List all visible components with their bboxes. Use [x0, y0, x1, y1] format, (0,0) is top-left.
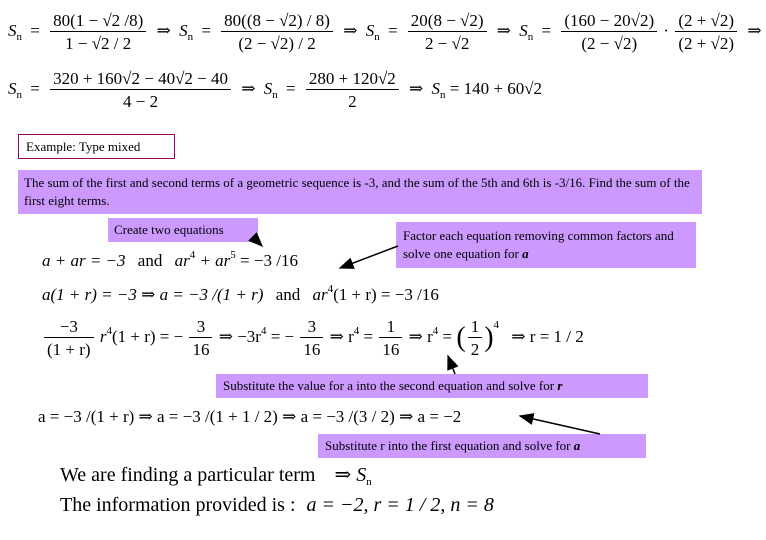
equation-3-part: ⇒ r	[329, 326, 354, 346]
denominator: (2 − √2) / 2	[238, 34, 316, 53]
arrow-substitute-a	[448, 356, 455, 374]
sn-subscript: n	[366, 476, 372, 488]
arrow-create	[256, 240, 262, 246]
sn-result: = 140 + 60√2	[449, 78, 543, 98]
callout-substitute-r-variable: a	[573, 438, 581, 453]
implies: ⇒	[409, 78, 424, 98]
implies: ⇒	[241, 78, 256, 98]
term-plus-ar: + ar	[195, 251, 231, 270]
sn-symbol: S	[356, 464, 367, 486]
finding-text: We are finding a particular term	[60, 464, 316, 486]
sn-subscript: n	[16, 88, 22, 101]
equals: =	[201, 20, 211, 40]
sn-subscript: n	[440, 88, 446, 101]
right-paren: )	[484, 322, 494, 353]
denominator: (2 − √2)	[581, 34, 638, 53]
numerator: 1	[468, 318, 483, 338]
info-text: The information provided is :	[60, 494, 296, 516]
equals: =	[30, 78, 40, 98]
sn-symbol: S	[263, 78, 273, 98]
equation-1-right-end: = −3 /16	[235, 251, 298, 270]
example-label: Example: Type mixed	[18, 134, 175, 159]
info-values: a = −2, r = 1 / 2, n = 8	[306, 494, 494, 516]
exponent: 4	[189, 249, 196, 261]
callout-substitute-a-text: Substitute the value for a into the second equation and solve for	[223, 378, 558, 393]
equation-3-part: =	[442, 326, 453, 346]
and-word: and	[275, 285, 301, 304]
term-ar: ar	[312, 285, 328, 304]
denominator: 2 − √2	[424, 34, 470, 53]
callout-substitute-a-variable: r	[557, 378, 563, 393]
exponent: 5	[230, 249, 236, 261]
sn-subscript: n	[527, 30, 534, 43]
exponent: 4	[353, 324, 360, 337]
problem-statement: The sum of the first and second terms of a geometric sequence is -3, and the sum of the 5th and 6th is -3/16. Find the sum of the first eight terms.	[18, 170, 702, 214]
exponent: 4	[106, 324, 112, 337]
callout-substitute-r-text: Substitute r into the first equation and solve for	[325, 438, 574, 453]
numerator: −3	[44, 318, 94, 338]
sn-symbol: S	[431, 78, 441, 98]
numerator: 320 + 160√2 − 40√2 − 40	[50, 70, 231, 90]
exponent: 4	[432, 324, 439, 337]
implies: ⇒	[334, 464, 352, 486]
equation-3-part: (1 + r) = −	[111, 326, 184, 346]
equation-3-part: ⇒ −3r	[218, 326, 261, 346]
denominator: 2	[470, 340, 480, 359]
equation-3-part: ⇒ r	[408, 326, 433, 346]
exponent: 4	[493, 318, 500, 331]
sn-subscript: n	[374, 30, 380, 43]
implies: ⇒	[343, 20, 358, 40]
equals: =	[387, 20, 398, 40]
sn-subscript: n	[16, 30, 22, 43]
implies: ⇒	[156, 20, 171, 40]
denominator: (2 + √2)	[678, 34, 735, 53]
equation-2-left: a(1 + r) = −3 ⇒ a = −3 /(1 + r)	[42, 285, 264, 304]
numerator: 80(1 − √2 /8)	[50, 12, 146, 32]
sn-symbol: S	[8, 78, 17, 98]
term-ar: ar	[174, 251, 190, 270]
exponent: 4	[260, 324, 267, 337]
exponent: 4	[327, 283, 334, 295]
sn-symbol: S	[8, 20, 17, 40]
numerator: 1	[379, 318, 402, 338]
callout-factor-variable: a	[522, 246, 529, 261]
sn-symbol: S	[519, 20, 528, 40]
equation-2-right-end: (1 + r) = −3 /16	[333, 285, 439, 304]
denominator: 16	[192, 340, 210, 359]
numerator: (2 + √2)	[675, 12, 737, 32]
implies: ⇒	[496, 20, 512, 40]
numerator: 20(8 − √2)	[408, 12, 487, 32]
numerator: 3	[189, 318, 212, 338]
equation-3-part: =	[363, 326, 374, 346]
sn-subscript: n	[272, 88, 278, 101]
numerator: 80((8 − √2) / 8)	[221, 12, 333, 32]
numerator: (160 − 20√2)	[561, 12, 657, 32]
numerator: 280 + 120√2	[306, 70, 399, 90]
callout-create-equations: Create two equations	[108, 218, 258, 242]
numerator: 3	[300, 318, 323, 338]
equation-3-result: ⇒ r = 1 / 2	[511, 326, 584, 346]
variable-r: r	[99, 326, 107, 346]
equation-1-left: a + ar = −3	[42, 251, 126, 270]
denominator: 4 − 2	[123, 92, 159, 111]
equals: =	[30, 20, 40, 40]
denominator: 2	[348, 92, 357, 111]
left-paren: (	[456, 322, 466, 353]
denominator: 16	[303, 340, 321, 359]
equation-3-part: = −	[270, 326, 295, 346]
sn-symbol: S	[179, 20, 188, 40]
callout-factor-text: Factor each equation removing common factors and solve one equation for	[403, 228, 674, 261]
multiply-dot: ·	[663, 20, 670, 40]
denominator: (1 + r)	[47, 340, 91, 359]
equals: =	[541, 20, 552, 40]
arrow-factor	[340, 246, 398, 268]
equation-4: a = −3 /(1 + r) ⇒ a = −3 /(1 + 1 / 2) ⇒ a = −3 /(3 / 2) ⇒ a = −2	[38, 407, 462, 426]
denominator: 16	[382, 340, 400, 359]
denominator: 1 − √2 / 2	[65, 34, 132, 53]
sn-symbol: S	[365, 20, 375, 40]
equals: =	[286, 78, 296, 98]
and-word: and	[137, 251, 163, 270]
sn-subscript: n	[187, 30, 194, 43]
implies: ⇒	[747, 20, 762, 40]
arrow-substitute-r	[520, 416, 600, 434]
